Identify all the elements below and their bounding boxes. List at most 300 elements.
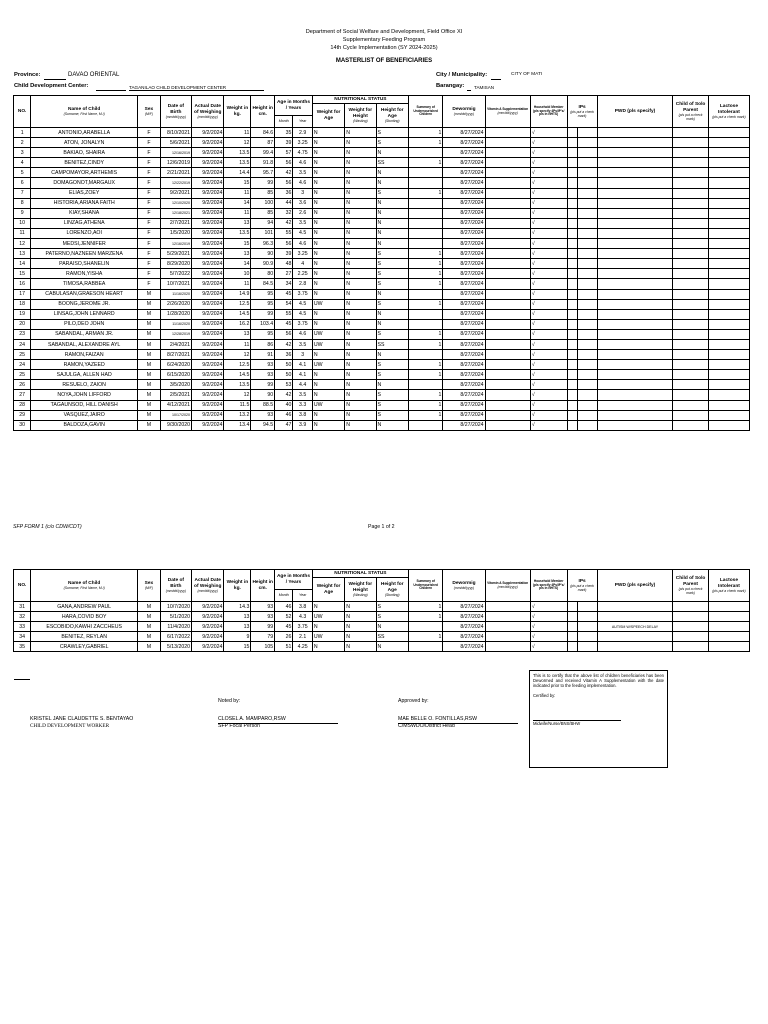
ips-note-cell bbox=[578, 370, 597, 380]
age-month-cell: 56 bbox=[275, 178, 293, 188]
row-number: 8 bbox=[14, 198, 31, 208]
summary-cell bbox=[408, 622, 443, 632]
solo-parent-cell bbox=[673, 642, 709, 652]
wfh-cell: N bbox=[345, 188, 376, 198]
sex-cell: M bbox=[138, 309, 161, 319]
weighing-date: 9/2/2024 bbox=[192, 380, 224, 390]
col-age-year: Year bbox=[293, 116, 312, 128]
weight-cell: 13.5 bbox=[224, 158, 251, 168]
age-year-cell: 3.3 bbox=[293, 400, 312, 410]
weighing-date: 9/2/2024 bbox=[192, 622, 224, 632]
age-month-cell: 50 bbox=[275, 370, 293, 380]
solo-parent-cell bbox=[673, 138, 709, 148]
wfh-cell: N bbox=[345, 319, 376, 329]
deworming-date: 8/27/2024 bbox=[443, 218, 485, 228]
birth-date: 6/24/2020 bbox=[160, 360, 191, 370]
household-cell: √ bbox=[530, 198, 567, 208]
summary-cell: 1 bbox=[408, 400, 443, 410]
certified-by-label: Certified by: bbox=[533, 693, 556, 698]
lactose-cell bbox=[708, 420, 749, 430]
hfa-cell: S bbox=[376, 259, 408, 269]
col-no: NO. bbox=[14, 96, 31, 128]
sex-cell: M bbox=[138, 380, 161, 390]
household-cell: √ bbox=[530, 269, 567, 279]
ips-note-cell bbox=[578, 390, 597, 400]
wfa-cell: N bbox=[312, 218, 344, 228]
household-cell: √ bbox=[530, 329, 567, 339]
table-row bbox=[14, 158, 750, 168]
hfa-cell: S bbox=[376, 138, 408, 148]
hfa-cell: N bbox=[376, 380, 408, 390]
province-label: Province: bbox=[14, 72, 41, 78]
sex-cell: F bbox=[138, 148, 161, 158]
lactose-cell bbox=[708, 329, 749, 339]
ips-check-cell bbox=[567, 400, 578, 410]
solo-parent-cell bbox=[673, 218, 709, 228]
certification-text: This is to certify that the above list of children beneficiaries has been Dewormed and received Vitamin A Supplementation with the date indicated prior to the feeding implementation. bbox=[533, 673, 664, 688]
vitamin-a-cell bbox=[485, 410, 530, 420]
solo-parent-cell bbox=[673, 249, 709, 259]
solo-parent-cell bbox=[673, 612, 709, 622]
pwd-cell bbox=[597, 299, 673, 309]
vitamin-a-cell bbox=[485, 208, 530, 218]
wfa-cell: N bbox=[312, 279, 344, 289]
col-hfa: Height for Age (Stunting) bbox=[376, 104, 408, 128]
weighing-date: 9/2/2024 bbox=[192, 128, 224, 138]
age-year-cell: 2.1 bbox=[293, 632, 312, 642]
wfh-cell: N bbox=[345, 420, 376, 430]
ips-note-cell bbox=[578, 329, 597, 339]
lactose-cell bbox=[708, 309, 749, 319]
birth-date: 5/1/2020 bbox=[160, 612, 191, 622]
solo-parent-cell bbox=[673, 188, 709, 198]
vitamin-a-cell bbox=[485, 420, 530, 430]
deworming-date: 8/27/2024 bbox=[443, 319, 485, 329]
table-row bbox=[14, 420, 750, 430]
age-month-cell: 55 bbox=[275, 309, 293, 319]
col-deworming: Dewormig (mm/dd/yyyy) bbox=[443, 570, 485, 602]
pwd-cell bbox=[597, 259, 673, 269]
col-height: Height in cm. bbox=[251, 570, 275, 602]
ips-note-cell bbox=[578, 622, 597, 632]
pwd-cell bbox=[597, 360, 673, 370]
hfa-cell: N bbox=[376, 319, 408, 329]
beneficiaries-table-page1 bbox=[13, 95, 750, 431]
table-row bbox=[14, 309, 750, 319]
summary-cell: 1 bbox=[408, 188, 443, 198]
wfa-cell: N bbox=[312, 390, 344, 400]
ips-check-cell bbox=[567, 309, 578, 319]
sex-cell: F bbox=[138, 128, 161, 138]
height-cell: 99 bbox=[251, 309, 275, 319]
solo-parent-cell bbox=[673, 309, 709, 319]
vitamin-a-cell bbox=[485, 228, 530, 238]
program-line: Supplementary Feeding Program bbox=[342, 37, 426, 43]
col-lactose: Lactose Intolerant (pls put a check mark) bbox=[708, 96, 749, 128]
summary-cell: 1 bbox=[408, 370, 443, 380]
ips-check-cell bbox=[567, 329, 578, 339]
weight-cell: 13 bbox=[224, 218, 251, 228]
birth-date: 11/16/2020 bbox=[160, 289, 191, 299]
pwd-cell bbox=[597, 410, 673, 420]
pwd-cell bbox=[597, 339, 673, 349]
table-row bbox=[14, 178, 750, 188]
solo-parent-cell bbox=[673, 128, 709, 138]
wfh-cell: N bbox=[345, 208, 376, 218]
weight-cell: 12.5 bbox=[224, 360, 251, 370]
wfa-cell: UW bbox=[312, 339, 344, 349]
lactose-cell bbox=[708, 249, 749, 259]
sex-cell: F bbox=[138, 188, 161, 198]
age-year-cell: 3.5 bbox=[293, 218, 312, 228]
weight-cell: 13.5 bbox=[224, 228, 251, 238]
weighing-date: 9/2/2024 bbox=[192, 239, 224, 249]
pwd-cell bbox=[597, 390, 673, 400]
col-wfh: Weight for Height (Wasting) bbox=[345, 104, 376, 128]
height-cell: 103.4 bbox=[251, 319, 275, 329]
hfa-cell: N bbox=[376, 642, 408, 652]
vitamin-a-cell bbox=[485, 168, 530, 178]
age-year-cell: 4.25 bbox=[293, 642, 312, 652]
ips-note-cell bbox=[578, 299, 597, 309]
row-number: 20 bbox=[14, 319, 31, 329]
deworming-date: 8/27/2024 bbox=[443, 128, 485, 138]
hfa-cell: N bbox=[376, 178, 408, 188]
pwd-cell bbox=[597, 168, 673, 178]
wfa-cell: N bbox=[312, 350, 344, 360]
weighing-date: 9/2/2024 bbox=[192, 390, 224, 400]
hfa-cell: S bbox=[376, 400, 408, 410]
sex-cell: F bbox=[138, 178, 161, 188]
vitamin-a-cell bbox=[485, 360, 530, 370]
birth-date: 2/26/2020 bbox=[160, 299, 191, 309]
deworming-date: 8/27/2024 bbox=[443, 269, 485, 279]
wfa-cell: N bbox=[312, 208, 344, 218]
vitamin-a-cell bbox=[485, 239, 530, 249]
height-cell: 91.8 bbox=[251, 158, 275, 168]
wfh-cell: N bbox=[345, 309, 376, 319]
wfh-cell: N bbox=[345, 178, 376, 188]
solo-parent-cell bbox=[673, 390, 709, 400]
col-wfa: Weight for Age bbox=[312, 578, 344, 602]
deworming-date: 8/27/2024 bbox=[443, 289, 485, 299]
summary-cell: 1 bbox=[408, 249, 443, 259]
age-year-cell: 2.8 bbox=[293, 279, 312, 289]
pwd-cell bbox=[597, 128, 673, 138]
sex-cell: M bbox=[138, 360, 161, 370]
summary-cell bbox=[408, 148, 443, 158]
weighing-date: 9/2/2024 bbox=[192, 612, 224, 622]
weighing-date: 9/2/2024 bbox=[192, 208, 224, 218]
wfh-cell: N bbox=[345, 329, 376, 339]
birth-date: 5/29/2021 bbox=[160, 249, 191, 259]
summary-cell: 1 bbox=[408, 612, 443, 622]
deworming-date: 8/27/2024 bbox=[443, 138, 485, 148]
ips-note-cell bbox=[578, 198, 597, 208]
ips-check-cell bbox=[567, 138, 578, 148]
sex-cell: M bbox=[138, 420, 161, 430]
age-month-cell: 36 bbox=[275, 350, 293, 360]
row-number: 25 bbox=[14, 350, 31, 360]
age-month-cell: 50 bbox=[275, 360, 293, 370]
birth-date: 1/28/2020 bbox=[160, 309, 191, 319]
height-cell: 93 bbox=[251, 410, 275, 420]
page-title: MASTERLIST OF BENEFICIARIES bbox=[335, 58, 433, 64]
pwd-cell bbox=[597, 198, 673, 208]
ips-check-cell bbox=[567, 319, 578, 329]
height-cell: 91 bbox=[251, 350, 275, 360]
deworming-date: 8/27/2024 bbox=[443, 208, 485, 218]
household-cell: √ bbox=[530, 259, 567, 269]
weight-cell: 14.4 bbox=[224, 168, 251, 178]
col-ips: IPs (pls put a check mark) bbox=[567, 570, 597, 602]
weight-cell: 12.5 bbox=[224, 299, 251, 309]
solo-parent-cell bbox=[673, 410, 709, 420]
vitamin-a-cell bbox=[485, 279, 530, 289]
wfa-cell: N bbox=[312, 228, 344, 238]
row-number: 24 bbox=[14, 339, 31, 349]
child-name: HISTORIA,ARIANA FAITH bbox=[31, 198, 138, 208]
wfh-cell: N bbox=[345, 138, 376, 148]
sex-cell: F bbox=[138, 168, 161, 178]
weight-cell: 9 bbox=[224, 632, 251, 642]
sex-cell: F bbox=[138, 208, 161, 218]
age-year-cell: 3 bbox=[293, 188, 312, 198]
weight-cell: 13 bbox=[224, 329, 251, 339]
lactose-cell bbox=[708, 400, 749, 410]
hfa-cell: N bbox=[376, 228, 408, 238]
ips-note-cell bbox=[578, 279, 597, 289]
sex-cell: M bbox=[138, 299, 161, 309]
deworming-date: 8/27/2024 bbox=[443, 198, 485, 208]
lactose-cell bbox=[708, 350, 749, 360]
child-name: LORENZO,AOI bbox=[31, 228, 138, 238]
noted-by-label: Noted by: bbox=[218, 698, 241, 704]
table-row bbox=[14, 622, 750, 632]
birth-date: 9/30/2020 bbox=[160, 420, 191, 430]
sex-cell: M bbox=[138, 632, 161, 642]
col-pwd: PWD (pls specify) bbox=[597, 570, 673, 602]
ips-check-cell bbox=[567, 178, 578, 188]
wfh-cell: N bbox=[345, 259, 376, 269]
summary-cell: 1 bbox=[408, 279, 443, 289]
city-label: City / Municipality: bbox=[436, 72, 488, 78]
weight-cell: 15 bbox=[224, 239, 251, 249]
solo-parent-cell bbox=[673, 148, 709, 158]
age-year-cell: 4.6 bbox=[293, 158, 312, 168]
col-household: Household Member (pls specify 4Ps/IP's/ pls in NHTS) bbox=[530, 96, 567, 128]
vitamin-a-cell bbox=[485, 148, 530, 158]
row-number: 9 bbox=[14, 208, 31, 218]
deworming-date: 8/27/2024 bbox=[443, 642, 485, 652]
row-number: 12 bbox=[14, 239, 31, 249]
wfa-cell: N bbox=[312, 289, 344, 299]
age-month-cell: 46 bbox=[275, 410, 293, 420]
lactose-cell bbox=[708, 178, 749, 188]
sex-cell: M bbox=[138, 622, 161, 632]
height-cell: 93 bbox=[251, 602, 275, 612]
age-month-cell: 44 bbox=[275, 198, 293, 208]
col-age-month: Month bbox=[275, 590, 293, 602]
solo-parent-cell bbox=[673, 360, 709, 370]
wfh-cell: N bbox=[345, 148, 376, 158]
birth-date: 2/4/2021 bbox=[160, 339, 191, 349]
deworming-date: 8/27/2024 bbox=[443, 602, 485, 612]
ips-note-cell bbox=[578, 259, 597, 269]
table-row bbox=[14, 360, 750, 370]
age-month-cell: 45 bbox=[275, 289, 293, 299]
lactose-cell bbox=[708, 208, 749, 218]
vitamin-a-cell bbox=[485, 218, 530, 228]
ips-note-cell bbox=[578, 178, 597, 188]
pwd-cell bbox=[597, 178, 673, 188]
ips-note-cell bbox=[578, 360, 597, 370]
weight-cell: 15 bbox=[224, 178, 251, 188]
wfa-cell: N bbox=[312, 309, 344, 319]
household-cell: √ bbox=[530, 410, 567, 420]
height-cell: 105 bbox=[251, 642, 275, 652]
birth-date: 6/15/2020 bbox=[160, 370, 191, 380]
age-month-cell: 56 bbox=[275, 329, 293, 339]
vitamin-a-cell bbox=[485, 632, 530, 642]
wfa-cell: N bbox=[312, 410, 344, 420]
lactose-cell bbox=[708, 259, 749, 269]
sex-cell: F bbox=[138, 158, 161, 168]
household-cell: √ bbox=[530, 339, 567, 349]
ips-note-cell bbox=[578, 138, 597, 148]
ips-check-cell bbox=[567, 158, 578, 168]
age-month-cell: 40 bbox=[275, 400, 293, 410]
weight-cell: 10 bbox=[224, 269, 251, 279]
hfa-cell: N bbox=[376, 239, 408, 249]
birth-date: 5/13/2020 bbox=[160, 642, 191, 652]
vitamin-a-cell bbox=[485, 198, 530, 208]
weighing-date: 9/2/2024 bbox=[192, 138, 224, 148]
vitamin-a-cell bbox=[485, 390, 530, 400]
birth-date: 2/7/2021 bbox=[160, 218, 191, 228]
wfh-cell: N bbox=[345, 168, 376, 178]
child-name: RESUELO, ZAION bbox=[31, 380, 138, 390]
household-cell: √ bbox=[530, 168, 567, 178]
pwd-cell bbox=[597, 289, 673, 299]
age-year-cell: 4 bbox=[293, 259, 312, 269]
age-year-cell: 4.1 bbox=[293, 370, 312, 380]
solo-parent-cell bbox=[673, 299, 709, 309]
wfa-cell: UW bbox=[312, 632, 344, 642]
child-name: RAMON,YISHA bbox=[31, 269, 138, 279]
lactose-cell bbox=[708, 138, 749, 148]
child-name: BAKIAO, SHAIRA bbox=[31, 148, 138, 158]
col-wfa: Weight for Age bbox=[312, 104, 344, 128]
hfa-cell: N bbox=[376, 309, 408, 319]
weighing-date: 9/2/2024 bbox=[192, 319, 224, 329]
summary-cell: 1 bbox=[408, 138, 443, 148]
wfa-cell: N bbox=[312, 380, 344, 390]
age-year-cell: 4.6 bbox=[293, 329, 312, 339]
lactose-cell bbox=[708, 168, 749, 178]
solo-parent-cell bbox=[673, 168, 709, 178]
ips-check-cell bbox=[567, 198, 578, 208]
deworming-date: 8/27/2024 bbox=[443, 380, 485, 390]
sex-cell: M bbox=[138, 400, 161, 410]
child-name: SABANDAL, ARMAN JR. bbox=[31, 329, 138, 339]
summary-cell bbox=[408, 228, 443, 238]
summary-cell: 1 bbox=[408, 390, 443, 400]
summary-cell: 1 bbox=[408, 329, 443, 339]
child-name: MEDSI,JENNIFER bbox=[31, 239, 138, 249]
pwd-cell bbox=[597, 228, 673, 238]
weight-cell: 13.5 bbox=[224, 380, 251, 390]
wfa-cell: N bbox=[312, 178, 344, 188]
pwd-cell bbox=[597, 249, 673, 259]
table-row bbox=[14, 289, 750, 299]
lactose-cell bbox=[708, 360, 749, 370]
household-cell: √ bbox=[530, 390, 567, 400]
household-cell: √ bbox=[530, 188, 567, 198]
wfa-cell: N bbox=[312, 642, 344, 652]
pwd-cell bbox=[597, 380, 673, 390]
birth-date: 12/28/2019 bbox=[160, 329, 191, 339]
weight-cell: 13.5 bbox=[224, 148, 251, 158]
city-value: CITY OF MATI bbox=[511, 72, 543, 77]
deworming-date: 8/27/2024 bbox=[443, 339, 485, 349]
hfa-cell: S bbox=[376, 269, 408, 279]
household-cell: √ bbox=[530, 208, 567, 218]
ips-check-cell bbox=[567, 612, 578, 622]
table-row bbox=[14, 188, 750, 198]
weight-cell: 13 bbox=[224, 249, 251, 259]
age-year-cell: 4.6 bbox=[293, 239, 312, 249]
weight-cell: 11 bbox=[224, 339, 251, 349]
ips-check-cell bbox=[567, 148, 578, 158]
hfa-cell: N bbox=[376, 420, 408, 430]
summary-cell: 1 bbox=[408, 299, 443, 309]
ips-check-cell bbox=[567, 128, 578, 138]
lactose-cell bbox=[708, 148, 749, 158]
child-name: NOYA,JOHN LIFFORD bbox=[31, 390, 138, 400]
table-row bbox=[14, 380, 750, 390]
household-cell: √ bbox=[530, 420, 567, 430]
height-cell: 90.9 bbox=[251, 259, 275, 269]
child-name: SAJULGA, ALLEN HAD bbox=[31, 370, 138, 380]
ips-check-cell bbox=[567, 299, 578, 309]
col-solo-parent: Child of Solo Parent (pls put a check mark) bbox=[673, 96, 709, 128]
wfh-cell: N bbox=[345, 279, 376, 289]
height-cell: 93 bbox=[251, 612, 275, 622]
birth-date: 9/2/2021 bbox=[160, 188, 191, 198]
weighing-date: 9/2/2024 bbox=[192, 410, 224, 420]
lactose-cell bbox=[708, 370, 749, 380]
wfa-cell: N bbox=[312, 602, 344, 612]
age-month-cell: 39 bbox=[275, 138, 293, 148]
height-cell: 95 bbox=[251, 289, 275, 299]
hfa-cell: N bbox=[376, 289, 408, 299]
birth-date: 4/12/2021 bbox=[160, 400, 191, 410]
row-number: 10 bbox=[14, 218, 31, 228]
height-cell: 99 bbox=[251, 380, 275, 390]
wfa-cell: N bbox=[312, 168, 344, 178]
table-row bbox=[14, 259, 750, 269]
height-cell: 100 bbox=[251, 198, 275, 208]
weight-cell: 14 bbox=[224, 198, 251, 208]
hfa-cell: S bbox=[376, 249, 408, 259]
age-year-cell: 3.5 bbox=[293, 168, 312, 178]
child-name: ATON, JONALYN bbox=[31, 138, 138, 148]
row-number: 5 bbox=[14, 168, 31, 178]
wfh-cell: N bbox=[345, 612, 376, 622]
summary-cell bbox=[408, 319, 443, 329]
row-number: 6 bbox=[14, 178, 31, 188]
